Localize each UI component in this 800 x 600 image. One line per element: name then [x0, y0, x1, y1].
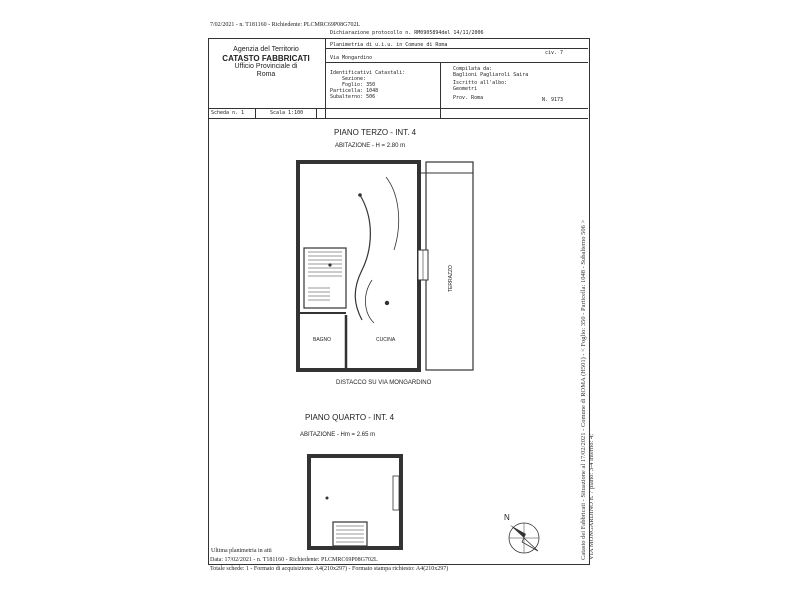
distacco-label: DISTACCO SU VIA MONGARDINO — [336, 380, 432, 386]
header-divider — [208, 118, 588, 119]
header-request-line: 7/02/2021 - n. T181160 - Richiedente: PLCMRC69P08G702L — [210, 22, 361, 28]
albo-value: Geometri — [453, 86, 478, 92]
compilata-block — [453, 66, 528, 101]
foglio-value: Foglio: 350 — [342, 82, 376, 88]
agency-catasto: CATASTO FABBRICATI — [222, 54, 310, 63]
window — [393, 476, 399, 510]
sidebar-line-2: VIA MONGARDINO n. 7 piano: 3-4 interno: 4; — [588, 433, 595, 560]
piano-terzo-title: PIANO TERZO - INT. 4 — [334, 128, 417, 137]
header-divider — [255, 108, 256, 118]
north-label: N — [504, 513, 510, 522]
stair — [304, 248, 346, 308]
scheda-number: Scheda n. 1 — [211, 110, 245, 116]
sezione-label: Sezione: — [342, 76, 367, 82]
footer-ultima: Ultima planimetria in atti — [211, 548, 272, 554]
catasto-sidebar — [580, 220, 596, 560]
header-divider — [208, 108, 588, 109]
sidebar-line-1: Catasto dei Fabbricati - Situazione al 17/02/2021 - Comune di ROMA (H501) - < Foglio: 350 - Particella: 1048 - Subalterno 506 > — [580, 219, 587, 560]
piano-quarto-subtitle: ABITAZIONE - Hm = 2.65 m — [300, 432, 376, 438]
room-label-bagno: BAGNO — [313, 337, 332, 343]
header-divider — [316, 108, 317, 118]
subalterno-value: Subalterno: 506 — [330, 94, 376, 100]
iscritto-label: Iscritto all'albo: — [453, 80, 508, 86]
internal-curved-wall — [355, 195, 370, 320]
compilata-name: Baglioni Pagliaroli Saira — [453, 72, 529, 78]
identificativi-title: Identificativi Catastali: — [330, 70, 406, 76]
prov-value: Prov. Roma — [453, 95, 484, 101]
piano-terzo-floorplan — [290, 155, 490, 380]
room-label-cucina: CUCINA — [376, 337, 396, 343]
albo-number: N. 9173 — [542, 97, 564, 103]
agency-block — [210, 46, 322, 79]
footer-totale: Totale schede: 1 - Formato di acquisizione: A4(210x297) - Formato stampa richiesto: A4(210x297) — [210, 566, 449, 572]
scale: Scala 1:100 — [270, 110, 304, 116]
piano-terzo-subtitle: ABITAZIONE - H = 2.80 m — [335, 143, 406, 149]
agency-city: Roma — [256, 71, 276, 78]
header-divider — [325, 38, 326, 118]
dichiarazione-text: Dichiarazione protocollo n. RM0905894del 14/11/2006 — [330, 30, 484, 36]
identificativi-block — [330, 70, 405, 100]
header-divider — [325, 62, 588, 63]
agency-ufficio: Ufficio Provinciale di — [234, 63, 298, 70]
piano-quarto-floorplan — [305, 452, 405, 552]
planimetria-text: Planimetria di u.i.u. in Comune di Roma — [330, 42, 448, 48]
room-label-terrazzo: TERRAZZO — [448, 265, 454, 292]
compilata-title: Compilata da: — [453, 66, 493, 72]
via-text: Via Mongardino — [330, 55, 373, 61]
agency-name: Agenzia del Territorio — [233, 46, 299, 53]
particella-value: Particella: 1048 — [330, 88, 379, 94]
footer-data-line: Data: 17/02/2021 - n. T181160 - Richiedente: PLCMRC69P08G702L — [210, 557, 378, 563]
header-divider — [325, 48, 588, 49]
civ-text: civ. 7 — [545, 50, 564, 56]
header-divider — [440, 62, 441, 118]
piano-quarto-title: PIANO QUARTO - INT. 4 — [305, 413, 395, 422]
